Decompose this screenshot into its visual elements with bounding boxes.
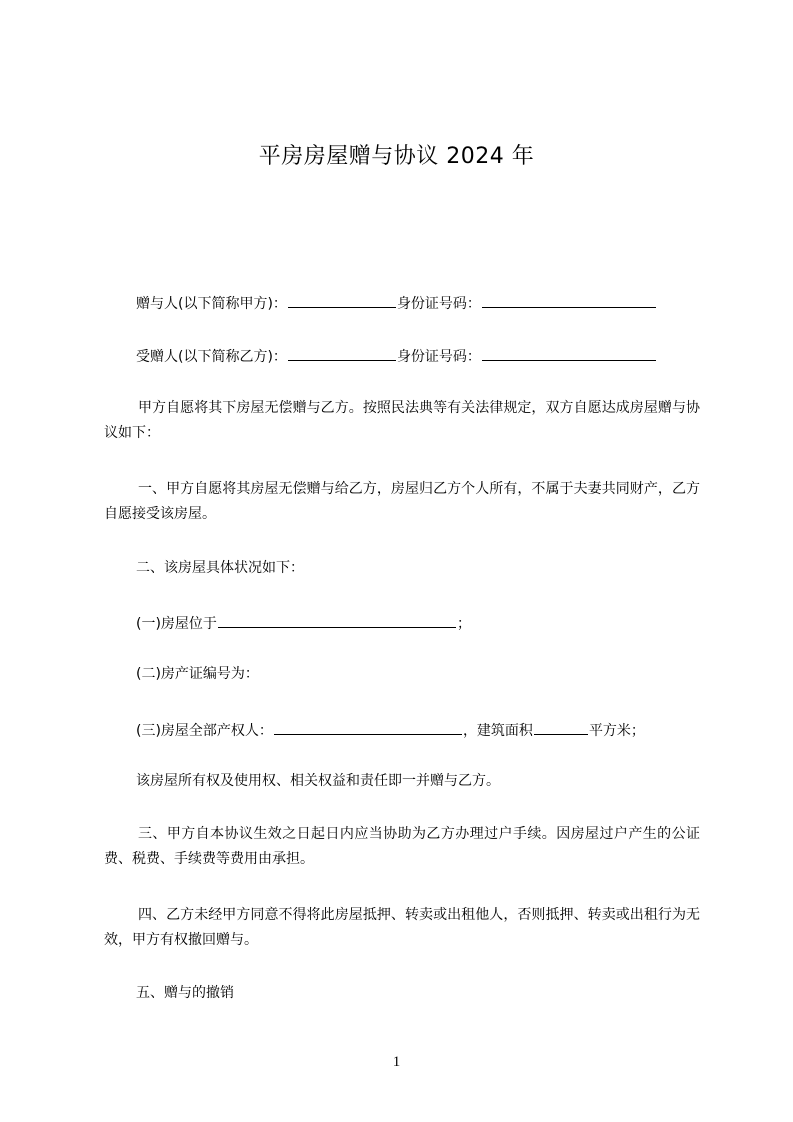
item-3-end: 平方米； [588,723,645,739]
item-2-line: (二)房产证编号为： [136,666,259,682]
clause-2: 二、该房屋具体状况如下： [136,560,304,576]
clause-4: 四、乙方未经甲方同意不得将此房屋抵押、转卖或出租他人，否则抵押、转卖或出租行为无效，甲方有权撤回赠与。 [104,907,700,948]
item-1-label: (一)房屋位于 [136,616,217,632]
donee-id-blank [482,344,656,361]
clause-1: 一、甲方自愿将其房屋无偿赠与给乙方，房屋归乙方个人所有，不属于夫妻共同财产，乙方自愿接受该房屋。 [104,481,700,522]
intro-paragraph: 甲方自愿将其下房屋无偿赠与乙方。按照民法典等有关法律规定，双方自愿达成房屋赠与协议如下： [104,400,700,441]
clause-5: 五、赠与的撤销 [136,985,234,1001]
item-1-end: ； [456,616,471,632]
donee-name-blank [288,344,396,361]
donor-line [136,291,657,314]
item-3-line [136,718,645,741]
location-blank [218,611,456,628]
donee-id-label: 身份证号码： [396,349,481,365]
donee-label: 受赠人(以下简称乙方)： [136,349,287,365]
rights-line: 该房屋所有权及使用权、相关权益和责任即一并赠与乙方。 [136,773,500,789]
owner-blank [274,718,462,735]
donor-name-blank [288,291,396,308]
document-title: 平房房屋赠与协议 2024 年 [258,144,535,169]
donee-line [136,344,657,367]
donor-id-blank [482,291,656,308]
item-3-label: (三)房屋全部产权人： [136,723,273,739]
page-number: 1 [392,1054,401,1070]
donor-id-label: 身份证号码： [396,296,481,312]
item-1-line [136,611,471,634]
donor-label: 赠与人(以下简称甲方)： [136,296,287,312]
item-3-mid: ，建筑面积 [462,723,533,739]
area-blank [534,718,588,735]
clause-3: 三、甲方自本协议生效之日起日内应当协助为乙方办理过户手续。因房屋过户产生的公证费、税费、手续费等费用由承担。 [104,826,700,867]
